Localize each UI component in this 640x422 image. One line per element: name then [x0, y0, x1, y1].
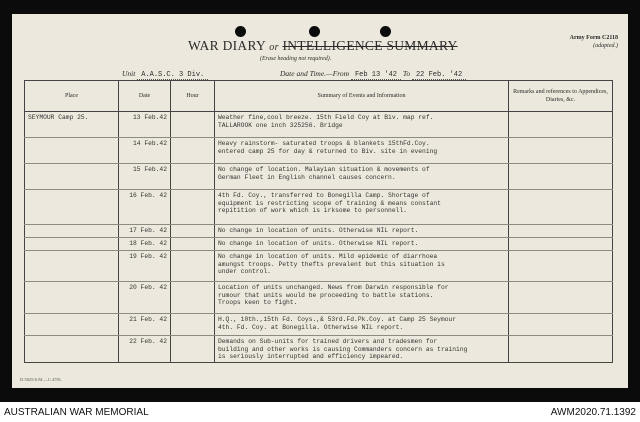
cell-remarks [509, 138, 613, 164]
cell-remarks [509, 190, 613, 225]
cell-date: 15 Feb.42 [119, 164, 171, 190]
cell-summary: No change in location of units. Otherwise NIL report. [215, 225, 509, 238]
cell-date: 18 Feb. 42 [119, 238, 171, 251]
cell-date: 20 Feb. 42 [119, 282, 171, 314]
institution-name: AUSTRALIAN WAR MEMORIAL [4, 407, 149, 418]
form-print-code: D.5825/S.M.—C.4781. [20, 377, 63, 382]
title-intelligence-summary: INTELLIGENCE SUMMARY [282, 38, 458, 53]
war-diary-sheet [12, 14, 628, 388]
table-row [25, 164, 613, 190]
cell-summary: 4th Fd. Coy., transferred to Bonegilla Camp. Shortage of equipment is restricting scope of training & means constant repitition of work which is irksome to personnell. [215, 190, 509, 225]
unit-field [122, 69, 208, 79]
date-range-field [280, 69, 466, 79]
table-row [25, 282, 613, 314]
table-row [25, 238, 613, 251]
table-row [25, 112, 613, 138]
table-row [25, 314, 613, 336]
header-hour: Hour [171, 81, 215, 112]
form-title [188, 38, 488, 54]
cell-hour [171, 336, 215, 363]
to-date-value: 22 Feb. '42 [412, 71, 466, 80]
unit-label: Unit [122, 69, 136, 78]
cell-place [25, 251, 119, 282]
cell-hour [171, 138, 215, 164]
cell-hour [171, 164, 215, 190]
header-summary: Summary of Events and Information [215, 81, 509, 112]
cell-place [25, 225, 119, 238]
cell-date: 22 Feb. 42 [119, 336, 171, 363]
cell-date: 16 Feb. 42 [119, 190, 171, 225]
cell-summary: No change in location of units. Otherwise NIL report. [215, 238, 509, 251]
cell-place [25, 138, 119, 164]
punch-hole [235, 26, 246, 37]
cell-date: 14 Feb.42 [119, 138, 171, 164]
form-subtitle: (Erase heading not required). [260, 56, 332, 62]
date-time-label: Date and Time.—From [280, 69, 350, 78]
table-header-row [25, 81, 613, 112]
header-date: Date [119, 81, 171, 112]
cell-hour [171, 251, 215, 282]
cell-remarks [509, 238, 613, 251]
diary-table [24, 80, 613, 363]
cell-remarks [509, 164, 613, 190]
cell-summary: Heavy rainstorm- saturated troops & blankets 15thFd.Coy. entered camp 25 for day & returned to Biv. site in evening [215, 138, 509, 164]
cell-summary: No change in location of units. Mild epidemic of diarrhoea amungst troops. Petty thefts prevalent but this situation is under control. [215, 251, 509, 282]
cell-place [25, 336, 119, 363]
header-remarks: Remarks and references to Appendices, Diaries, &c. [509, 81, 613, 112]
cell-remarks [509, 336, 613, 363]
cell-hour [171, 282, 215, 314]
cell-place [25, 238, 119, 251]
cell-remarks [509, 251, 613, 282]
cell-date: 19 Feb. 42 [119, 251, 171, 282]
punch-hole [380, 26, 391, 37]
punch-hole [309, 26, 320, 37]
unit-value: A.A.S.C. 3 Div. [137, 71, 208, 80]
cell-place [25, 282, 119, 314]
cell-hour [171, 314, 215, 336]
cell-place [25, 190, 119, 225]
army-form-label: Army Form C2118 [569, 35, 618, 41]
cell-hour [171, 238, 215, 251]
army-form-number [552, 34, 618, 50]
cell-summary: No change of location. Malayian situation & movements of German Fleet in English channel causes concern. [215, 164, 509, 190]
cell-place: SEYMOUR Camp 25. [25, 112, 119, 138]
table-row [25, 336, 613, 363]
title-or: or [269, 42, 279, 53]
table-row [25, 251, 613, 282]
cell-place [25, 164, 119, 190]
table-row [25, 138, 613, 164]
cell-hour [171, 190, 215, 225]
cell-date: 13 Feb.42 [119, 112, 171, 138]
header-place: Place [25, 81, 119, 112]
cell-remarks [509, 225, 613, 238]
record-id: AWM2020.71.1392 [550, 407, 636, 418]
from-date-value: Feb 13 '42 [351, 71, 401, 80]
to-label: To [402, 69, 411, 78]
title-war-diary: WAR DIARY [188, 38, 266, 53]
cell-date: 21 Feb. 42 [119, 314, 171, 336]
table-row [25, 190, 613, 225]
cell-summary: H.Q., 10th.,15th Fd. Coys.,& 53rd.Fd.Pk.Coy. at Camp 25 Seymour 4th. Fd. Coy. at Bonegilla. Otherwise NIL report. [215, 314, 509, 336]
cell-summary: Location of units unchanged. News from Darwin responsible for rumour that units would be proceeding to battle stations. Troops keen to fight. [215, 282, 509, 314]
cell-date: 17 Feb. 42 [119, 225, 171, 238]
archive-footer [0, 402, 640, 422]
cell-summary: Demands on Sub-units for trained drivers and tradesmen for building and other works is causing Commanders concern as training is seriously interrupted and efficiency impeared. [215, 336, 509, 363]
cell-summary: Weather fine,cool breeze. 15th Field Coy at Biv. map ref. TALLAROOK one inch 325256. Bridge [215, 112, 509, 138]
table-row [25, 225, 613, 238]
army-form-adapted: (adapted.) [593, 43, 618, 49]
cell-hour [171, 225, 215, 238]
cell-remarks [509, 112, 613, 138]
cell-remarks [509, 282, 613, 314]
cell-remarks [509, 314, 613, 336]
cell-place [25, 314, 119, 336]
cell-hour [171, 112, 215, 138]
